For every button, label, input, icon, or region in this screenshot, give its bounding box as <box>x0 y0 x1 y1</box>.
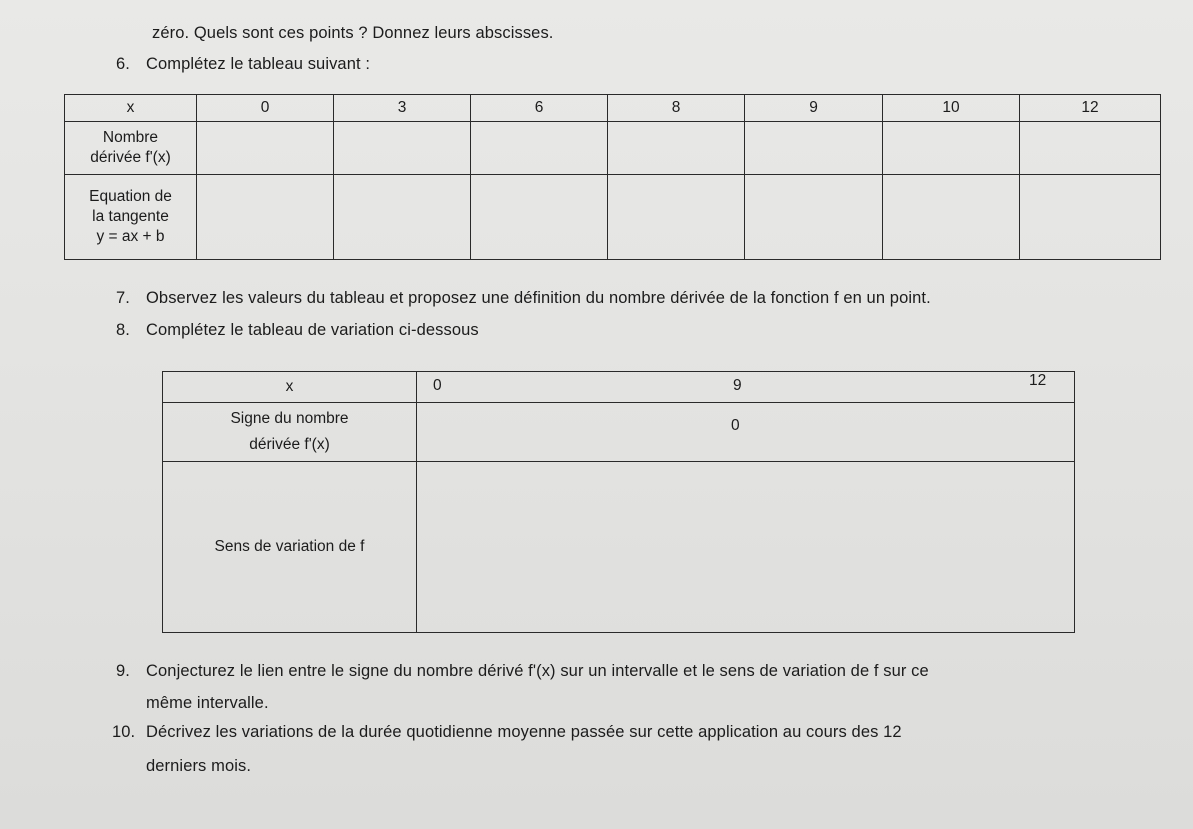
sign-label-line2: dérivée f'(x) <box>249 436 330 453</box>
table1-blank-cell[interactable] <box>608 122 745 175</box>
question-6-text: Complétez le tableau suivant : <box>146 55 371 73</box>
question-9-line1: Conjecturez le lien entre le signe du nombre dérivé f'(x) sur un intervalle et le sens de variation de f sur ce <box>146 662 929 680</box>
table1-blank-cell[interactable] <box>745 122 883 175</box>
table1-blank-cell[interactable] <box>745 175 883 260</box>
table1-derivative-label <box>65 122 197 175</box>
question-10-number: 10. <box>112 723 136 741</box>
table2-sign-cell[interactable] <box>417 403 1075 462</box>
question-8-number: 8. <box>116 321 130 339</box>
question-9-line2: même intervalle. <box>146 694 269 712</box>
table2-x-header: x <box>163 372 417 403</box>
table2-sign-label <box>163 403 417 462</box>
table1-blank-cell[interactable] <box>334 122 471 175</box>
table1-blank-cell[interactable] <box>471 122 608 175</box>
table2-x-value: 12 <box>1029 372 1047 389</box>
question-6 <box>116 55 370 74</box>
question-10-line2: derniers mois. <box>146 757 252 775</box>
derivative-label-line2: dérivée f'(x) <box>90 149 171 166</box>
table2-x-values <box>417 372 1075 403</box>
table1-x-value: 9 <box>745 95 883 122</box>
table1-x-header: x <box>65 95 197 122</box>
intro-line: zéro. Quels sont ces points ? Donnez leurs abscisses. <box>152 24 554 42</box>
table1-x-value: 6 <box>471 95 608 122</box>
tangent-label-line1: Equation de <box>89 188 172 205</box>
question-9 <box>116 662 929 681</box>
question-10-line1: Décrivez les variations de la durée quotidienne moyenne passée sur cette application au cours des 12 <box>146 723 902 741</box>
table2-x-value: 0 <box>433 377 442 394</box>
table1-x-value: 8 <box>608 95 745 122</box>
question-8-text: Complétez le tableau de variation ci-dessous <box>146 321 479 339</box>
sign-label-line1: Signe du nombre <box>230 410 349 427</box>
table1-x-value: 3 <box>334 95 471 122</box>
tangent-label-line3: y = ax + b <box>96 228 165 245</box>
table1-blank-cell[interactable] <box>883 175 1020 260</box>
tangent-label-line2: la tangente <box>92 208 169 225</box>
sign-zero: 0 <box>731 417 740 434</box>
question-7-text: Observez les valeurs du tableau et proposez une définition du nombre dérivée de la fonction f en un point. <box>146 289 931 307</box>
table1-x-value: 12 <box>1020 95 1161 122</box>
table1-blank-cell[interactable] <box>334 175 471 260</box>
table2-variation-cell[interactable] <box>417 462 1075 633</box>
derivative-label-line1: Nombre <box>102 129 159 146</box>
question-9-number: 9. <box>116 662 130 680</box>
table1-blank-cell[interactable] <box>197 122 334 175</box>
question-7-number: 7. <box>116 289 130 307</box>
table2-x-value: 9 <box>733 377 742 394</box>
question-8 <box>116 321 479 340</box>
table1-x-value: 10 <box>883 95 1020 122</box>
table1-blank-cell[interactable] <box>197 175 334 260</box>
variation-table <box>162 371 1075 633</box>
table1-blank-cell[interactable] <box>1020 175 1161 260</box>
table1-blank-cell[interactable] <box>471 175 608 260</box>
question-7 <box>116 289 931 308</box>
table1-blank-cell[interactable] <box>883 122 1020 175</box>
table1-blank-cell[interactable] <box>1020 122 1161 175</box>
derivative-table <box>64 94 1161 260</box>
table1-tangent-label <box>65 175 197 260</box>
table1-blank-cell[interactable] <box>608 175 745 260</box>
question-6-number: 6. <box>116 55 130 73</box>
table1-x-value: 0 <box>197 95 334 122</box>
question-10 <box>112 723 902 742</box>
table2-variation-label: Sens de variation de f <box>163 462 417 633</box>
